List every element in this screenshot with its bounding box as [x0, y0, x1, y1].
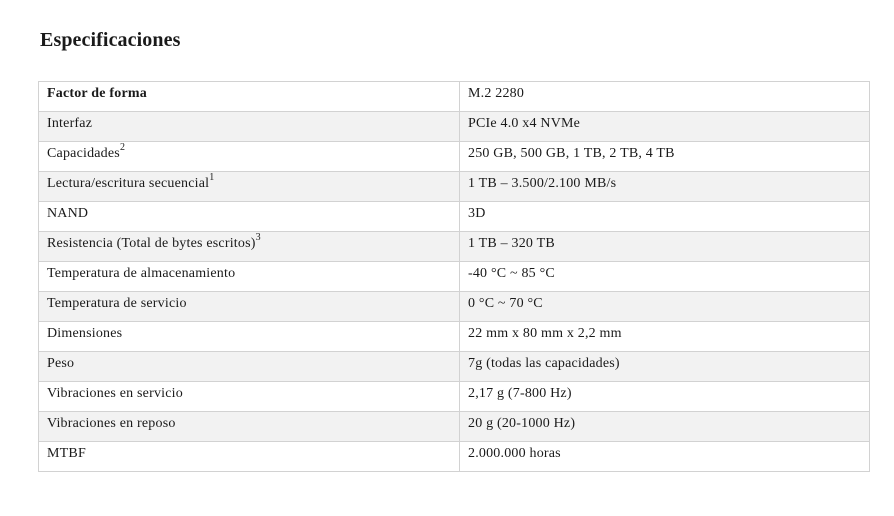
spec-value-cell [460, 112, 870, 142]
spec-label: Vibraciones en servicio [47, 386, 183, 401]
spec-label-cell [39, 322, 460, 352]
table-row [39, 382, 870, 412]
spec-value-cell [460, 142, 870, 172]
spec-value: 1 TB – 320 TB [468, 236, 555, 251]
spec-label: MTBF [47, 446, 86, 461]
spec-value-cell [460, 292, 870, 322]
spec-label-cell [39, 82, 460, 112]
spec-value-cell [460, 82, 870, 112]
spec-value-cell [460, 382, 870, 412]
spec-label-cell [39, 292, 460, 322]
spec-value: 20 g (20-1000 Hz) [468, 416, 576, 431]
table-row [39, 82, 870, 112]
specifications-table [38, 81, 870, 472]
spec-label: NAND [47, 206, 89, 221]
spec-value: -40 °C ~ 85 °C [468, 266, 555, 281]
table-row [39, 232, 870, 262]
spec-label-cell [39, 412, 460, 442]
spec-label-cell [39, 442, 460, 472]
table-row [39, 292, 870, 322]
spec-label: Vibraciones en reposo [47, 416, 176, 431]
spec-value: 250 GB, 500 GB, 1 TB, 2 TB, 4 TB [468, 146, 675, 161]
table-row [39, 352, 870, 382]
spec-label: Capacidades [47, 146, 120, 161]
spec-label: Lectura/escritura secuencial [47, 176, 210, 191]
footnote-marker: 1 [209, 172, 215, 184]
spec-label: Temperatura de almacenamiento [47, 266, 236, 281]
spec-value-cell [460, 442, 870, 472]
table-row [39, 112, 870, 142]
spec-value-cell [460, 202, 870, 232]
footnote-marker: 2 [119, 142, 126, 154]
spec-label-cell [39, 112, 460, 142]
spec-value: 3D [468, 206, 486, 221]
spec-value: 7g (todas las capacidades) [468, 356, 620, 371]
spec-label-cell [39, 232, 460, 262]
spec-value: PCIe 4.0 x4 NVMe [468, 116, 581, 131]
spec-value-cell [460, 322, 870, 352]
spec-value-cell [460, 232, 870, 262]
table-row [39, 172, 870, 202]
spec-value: 1 TB – 3.500/2.100 MB/s [468, 176, 617, 191]
spec-value: 22 mm x 80 mm x 2,2 mm [468, 326, 622, 341]
table-row [39, 142, 870, 172]
spec-value-cell [460, 172, 870, 202]
spec-value-cell [460, 412, 870, 442]
spec-label-cell [39, 352, 460, 382]
table-row [39, 322, 870, 352]
spec-label-cell [39, 262, 460, 292]
spec-value: 0 °C ~ 70 °C [468, 296, 543, 311]
spec-label-cell [39, 172, 460, 202]
spec-label-cell [39, 202, 460, 232]
table-row [39, 442, 870, 472]
spec-value: 2.000.000 horas [468, 446, 561, 461]
footnote-marker: 3 [255, 232, 261, 244]
table-row [39, 202, 870, 232]
spec-value-cell [460, 262, 870, 292]
spec-label: Temperatura de servicio [47, 296, 187, 311]
spec-label-cell [39, 382, 460, 412]
spec-label: Interfaz [47, 116, 93, 131]
spec-value: 2,17 g (7-800 Hz) [468, 386, 572, 401]
table-row [39, 412, 870, 442]
spec-label: Factor de forma [47, 86, 147, 101]
spec-value: M.2 2280 [468, 86, 525, 101]
page-title: Especificaciones [40, 29, 181, 51]
spec-label: Peso [47, 356, 75, 371]
spec-label-cell [39, 142, 460, 172]
spec-label: Dimensiones [47, 326, 123, 341]
spec-value-cell [460, 352, 870, 382]
spec-label: Resistencia (Total de bytes escritos) [47, 236, 256, 251]
table-row [39, 262, 870, 292]
